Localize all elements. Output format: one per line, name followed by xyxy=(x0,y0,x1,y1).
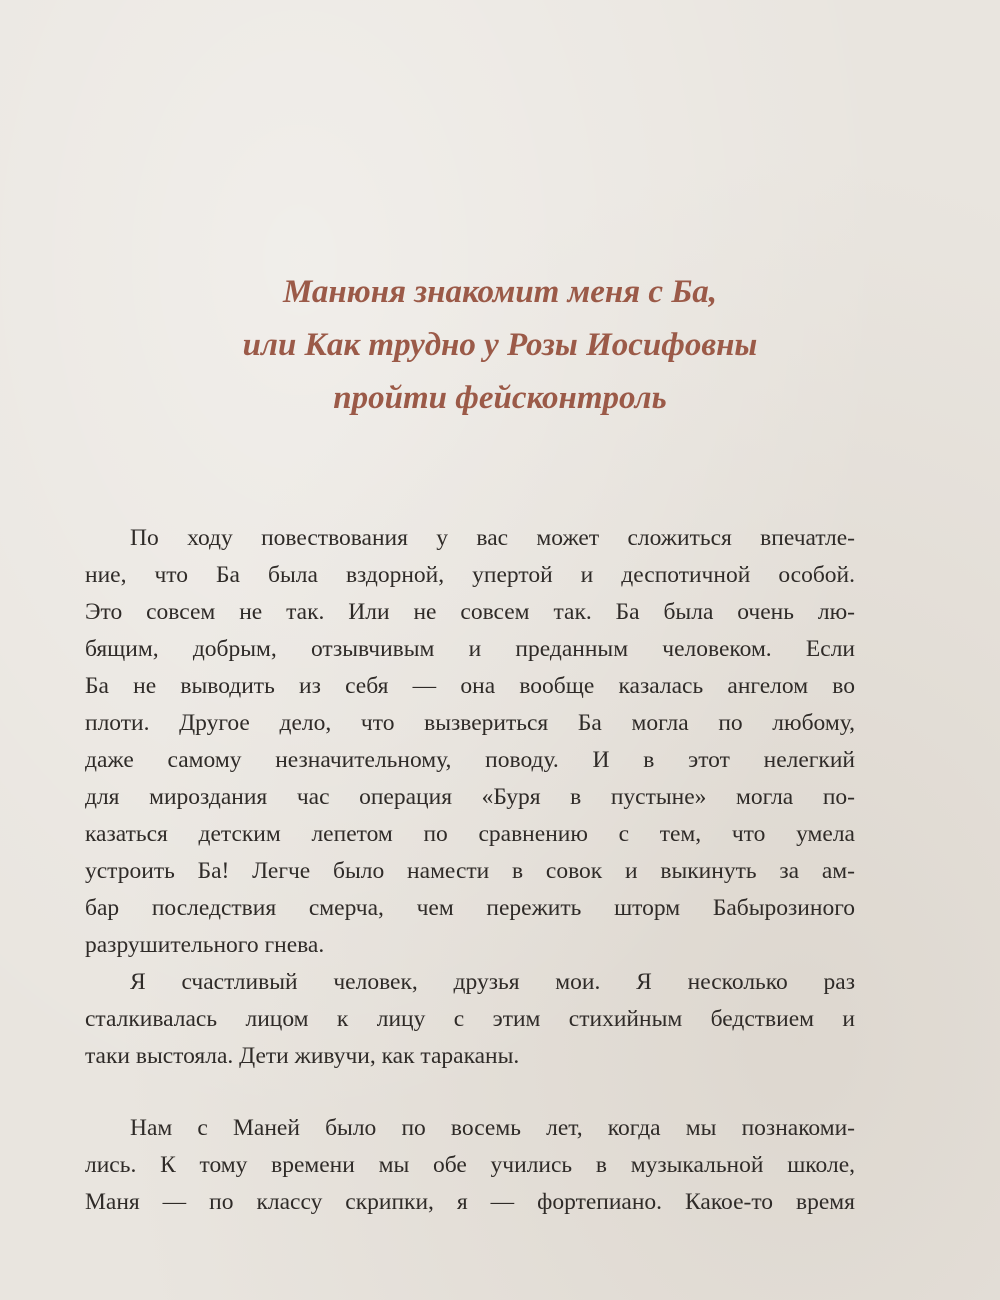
chapter-title-line: пройти фейсконтроль xyxy=(333,380,667,416)
text-line: По ходу повествования у вас может сложиться впечатле- xyxy=(130,525,855,551)
text-line: Маня — по классу скрипки, я — фортепиано. Какое-то время xyxy=(85,1189,855,1215)
text-line: сталкивалась лицом к лицу с этим стихийным бедствием и xyxy=(85,1006,855,1032)
text-line: даже самому незначительному, поводу. И в этот нелегкий xyxy=(85,747,855,773)
text-line: таки выстояла. Дети живучи, как тараканы. xyxy=(85,1043,520,1069)
text-line: плоти. Другое дело, что вызвериться Ба могла по любому, xyxy=(85,710,855,736)
text-line: Это совсем не так. Или не совсем так. Ба была очень лю- xyxy=(85,599,855,625)
text-line: разрушительного гнева. xyxy=(85,932,325,958)
chapter-title-line: или Как трудно у Розы Иосифовны xyxy=(242,327,758,363)
text-line: ние, что Ба была вздорной, упертой и деспотичной особой. xyxy=(85,562,855,588)
paragraph xyxy=(85,964,855,1075)
paragraph xyxy=(85,1110,855,1221)
body-text xyxy=(85,520,855,1221)
text-line: бящим, добрым, отзывчивым и преданным человеком. Если xyxy=(85,636,855,662)
text-line: для мироздания час операция «Буря в пустыне» могла по- xyxy=(85,784,855,810)
text-line: лись. К тому времени мы обе учились в музыкальной школе, xyxy=(85,1152,855,1178)
text-line: бар последствия смерча, чем пережить шторм Бабырозиного xyxy=(85,895,855,921)
chapter-title-line: Манюня знакомит меня с Ба, xyxy=(282,274,718,310)
text-line: Нам с Маней было по восемь лет, когда мы познакоми- xyxy=(130,1115,855,1141)
text-line: Я счастливый человек, друзья мои. Я несколько раз xyxy=(130,969,855,995)
section-break xyxy=(85,1075,855,1110)
text-line: казаться детским лепетом по сравнению с тем, что умела xyxy=(85,821,855,847)
chapter-title xyxy=(0,266,1000,425)
paragraph xyxy=(85,520,855,964)
text-line: устроить Ба! Легче было намести в совок и выкинуть за ам- xyxy=(85,858,855,884)
text-line: Ба не выводить из себя — она вообще казалась ангелом во xyxy=(85,673,855,699)
